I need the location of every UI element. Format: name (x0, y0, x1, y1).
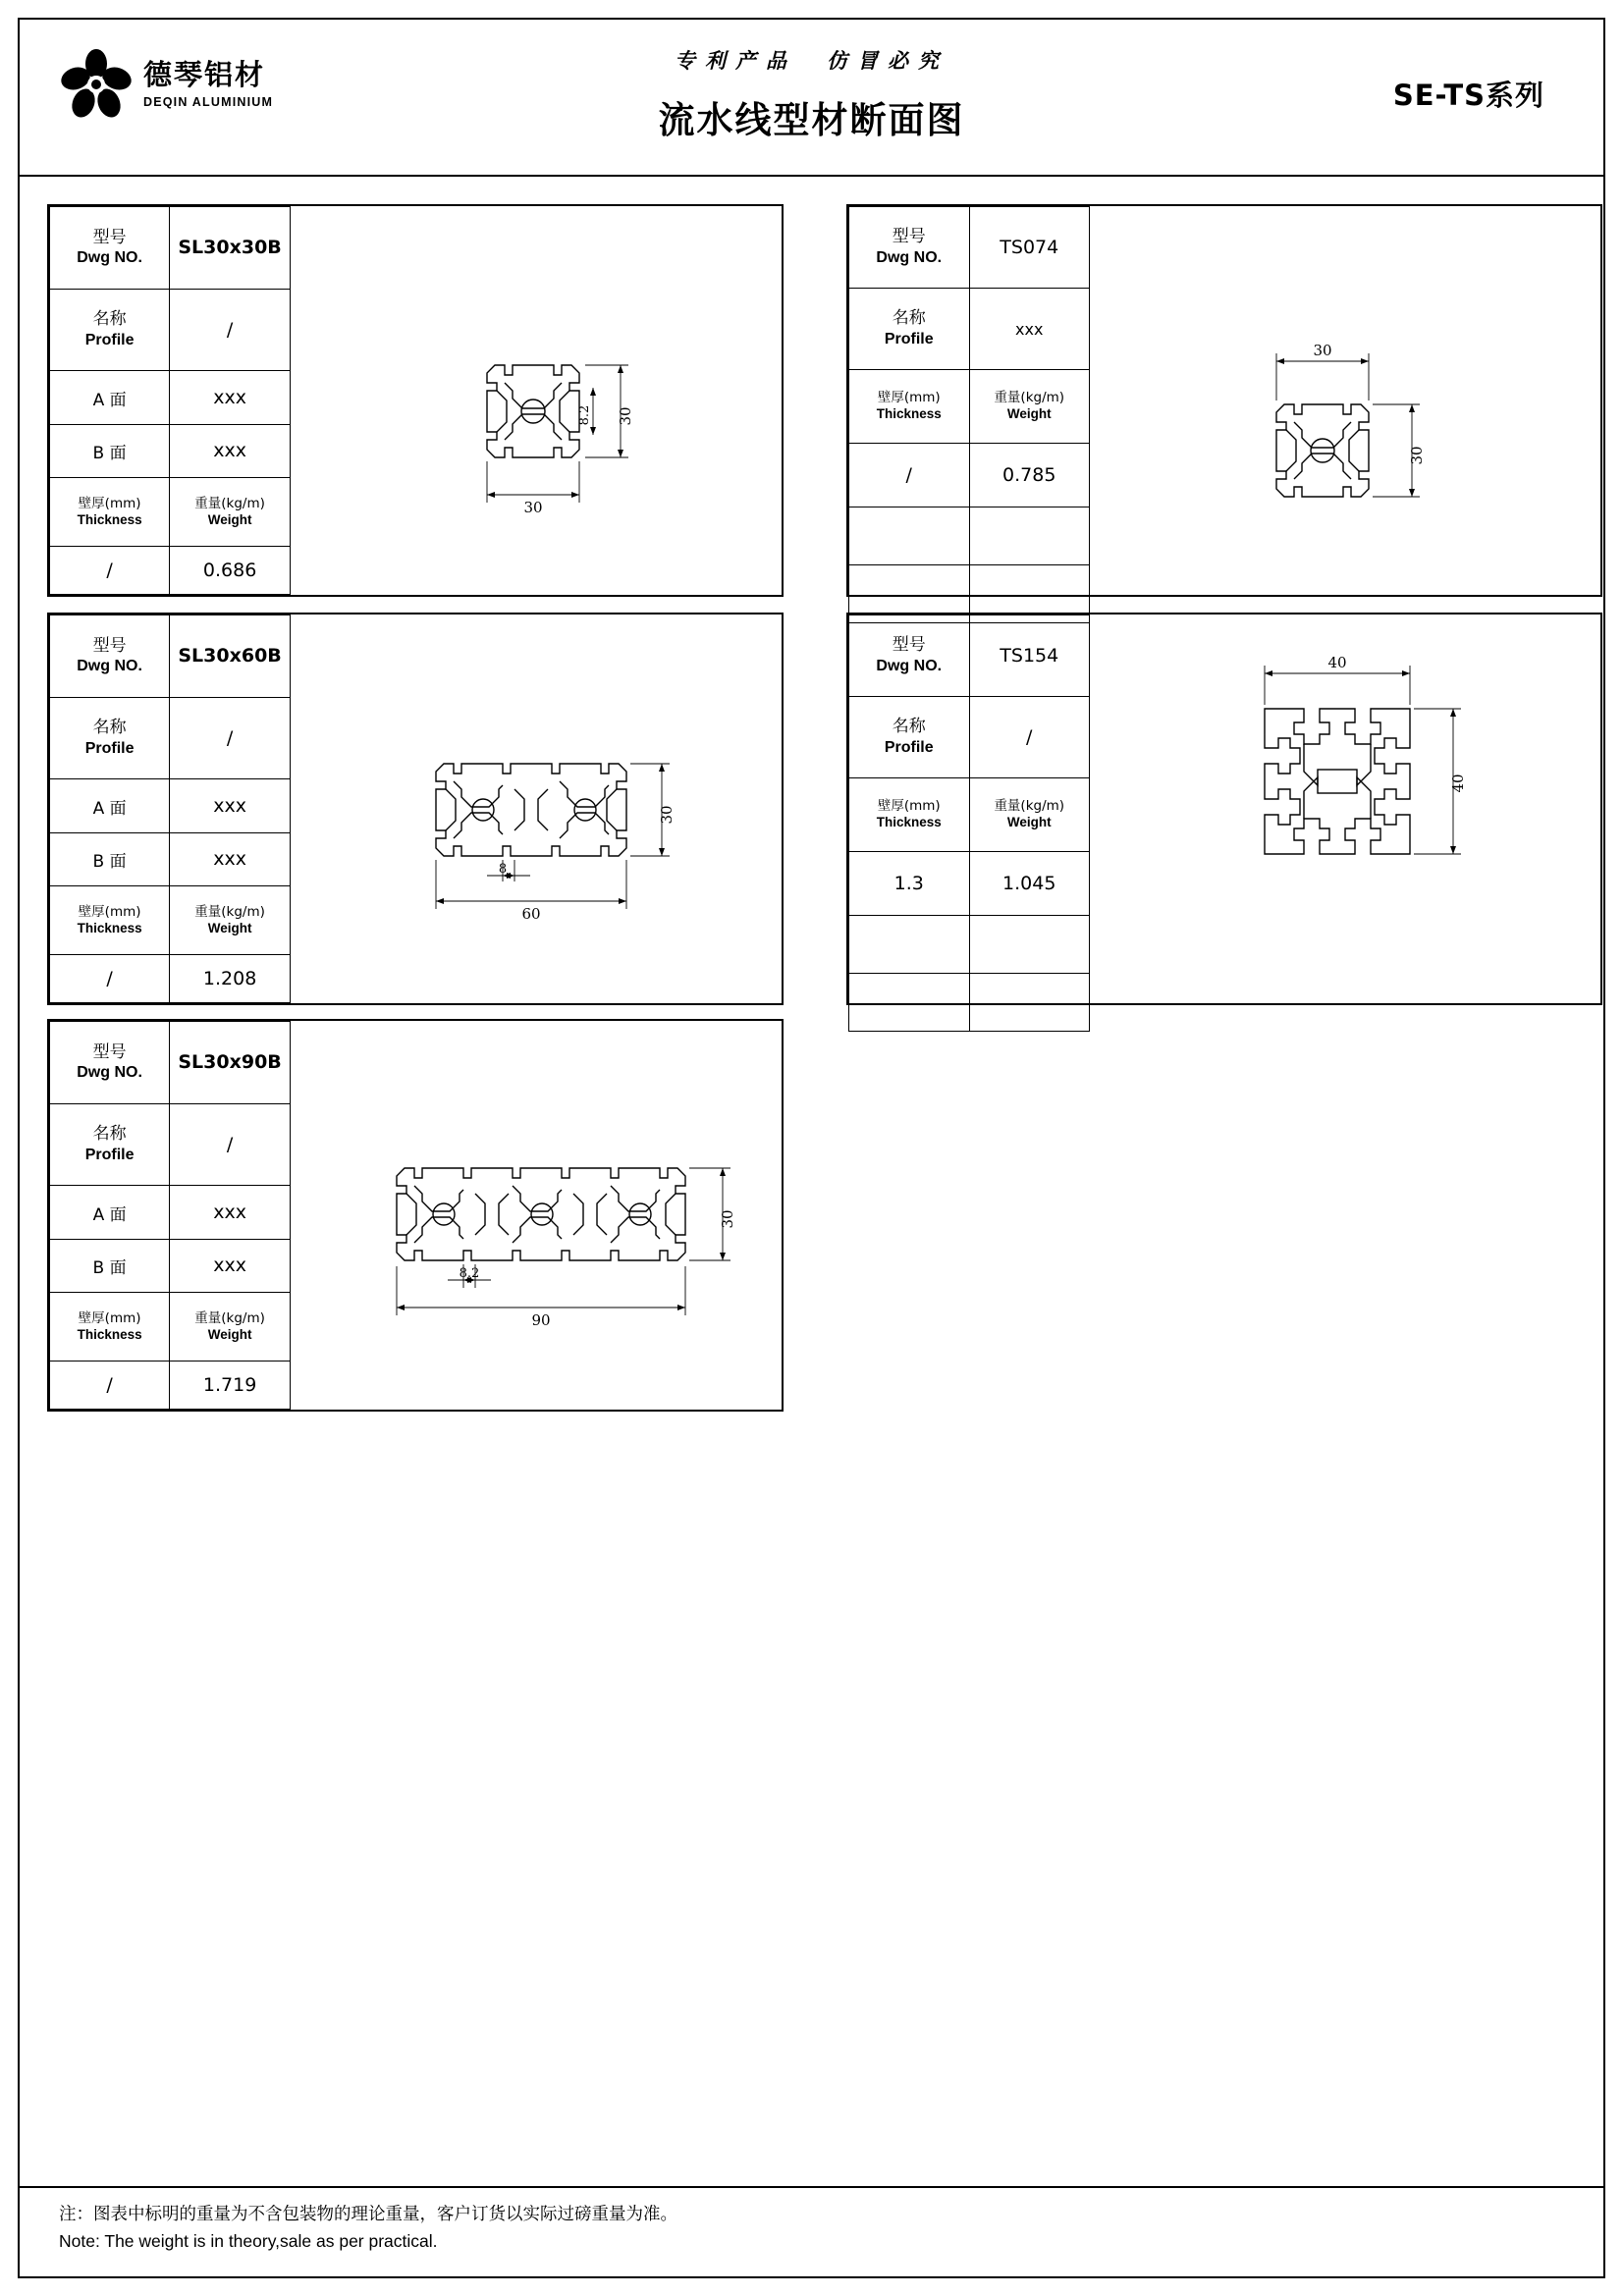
empty-cell (969, 916, 1089, 974)
empty-cell (969, 507, 1089, 565)
empty-cell (969, 974, 1089, 1032)
label-weight: 重量(kg/m) Weight (170, 885, 291, 954)
value-face-b: xxx (170, 1239, 291, 1292)
table-row (849, 852, 1090, 916)
dim-width: 30 (1313, 342, 1332, 359)
dim-width: 30 (523, 499, 543, 516)
profile-drawing (291, 614, 782, 1003)
dim-height: 30 (617, 406, 634, 426)
label-thickness: 壁厚(mm) Thickness (50, 1292, 170, 1361)
label-face-a: A 面 (50, 371, 170, 424)
value-model: SL30x30B (170, 207, 291, 290)
page-title: 流水线型材断面图 (658, 99, 965, 141)
document-page (18, 18, 1605, 2278)
value-model: TS154 (969, 615, 1089, 697)
table-row (50, 424, 291, 477)
value-thickness: 1.3 (849, 852, 970, 916)
table-row (50, 832, 291, 885)
value-thickness: / (849, 444, 970, 507)
value-face-a: xxx (170, 1186, 291, 1239)
dim-slot: 8.2 (459, 1266, 480, 1281)
dim-width: 90 (531, 1311, 551, 1329)
profile-drawing (291, 1021, 782, 1410)
profile-drawing (1090, 206, 1600, 595)
table-row (849, 615, 1090, 697)
table-row (849, 444, 1090, 507)
label-model: 型号 Dwg NO. (849, 207, 970, 289)
label-face-b: B 面 (50, 832, 170, 885)
label-weight: 重量(kg/m) Weight (969, 370, 1089, 444)
value-profile: / (170, 289, 291, 371)
value-face-b: xxx (170, 424, 291, 477)
table-row (50, 885, 291, 954)
table-row (849, 207, 1090, 289)
spec-table (49, 206, 291, 595)
table-row (50, 547, 291, 595)
table-row (50, 779, 291, 832)
profile-card (846, 613, 1602, 1005)
spec-table (848, 206, 1090, 623)
label-face-a: A 面 (50, 779, 170, 832)
value-weight: 0.785 (969, 444, 1089, 507)
value-weight: 0.686 (170, 547, 291, 595)
label-face-b: B 面 (50, 1239, 170, 1292)
profile-cards-area (20, 177, 1603, 2140)
spec-table (49, 614, 291, 1003)
dim-height: 30 (1408, 446, 1426, 465)
profile-card (47, 1019, 784, 1412)
table-row (50, 207, 291, 290)
table-row (50, 371, 291, 424)
empty-cell (849, 507, 970, 565)
spec-table (848, 614, 1090, 1032)
table-row (50, 1186, 291, 1239)
value-thickness: / (50, 955, 170, 1003)
table-row (50, 289, 291, 371)
label-profile: 名称 Profile (849, 289, 970, 370)
value-face-a: xxx (170, 371, 291, 424)
label-thickness: 壁厚(mm) Thickness (849, 370, 970, 444)
value-weight: 1.045 (969, 852, 1089, 916)
dim-height: 30 (719, 1209, 736, 1229)
table-row (849, 974, 1090, 1032)
page-header (20, 20, 1603, 177)
label-weight: 重量(kg/m) Weight (170, 477, 291, 546)
dim-height: 40 (1449, 774, 1467, 793)
table-row (50, 1292, 291, 1361)
value-thickness: / (50, 1362, 170, 1410)
header-subtitle: 专利产品 仿冒必究 (675, 49, 948, 73)
table-row (849, 916, 1090, 974)
value-thickness: / (50, 547, 170, 595)
label-profile: 名称 Profile (849, 697, 970, 778)
label-model: 型号 Dwg NO. (849, 615, 970, 697)
table-row (50, 1103, 291, 1186)
footer-note-cn: 注：图表中标明的重量为不含包装物的理论重量，客户订货以实际过磅重量为准。 (59, 2205, 677, 2224)
value-weight: 1.719 (170, 1362, 291, 1410)
profile-card (846, 204, 1602, 597)
label-weight: 重量(kg/m) Weight (170, 1292, 291, 1361)
profile-card (47, 204, 784, 597)
label-thickness: 壁厚(mm) Thickness (50, 477, 170, 546)
empty-cell (849, 916, 970, 974)
value-model: TS074 (969, 207, 1089, 289)
label-model: 型号 Dwg NO. (50, 1022, 170, 1104)
value-face-b: xxx (170, 832, 291, 885)
label-profile: 名称 Profile (50, 697, 170, 779)
value-profile: / (170, 697, 291, 779)
brand-name-cn: 德琴铝材 (143, 58, 266, 92)
dim-width: 40 (1327, 654, 1347, 671)
profile-card (47, 613, 784, 1005)
label-thickness: 壁厚(mm) Thickness (50, 885, 170, 954)
label-weight: 重量(kg/m) Weight (969, 778, 1089, 852)
table-row (849, 289, 1090, 370)
dim-height: 30 (658, 805, 676, 825)
table-row (849, 370, 1090, 444)
table-row (50, 1022, 291, 1104)
table-row (50, 697, 291, 779)
dim-width: 60 (521, 905, 541, 923)
table-row (50, 615, 291, 698)
page-footer (20, 2186, 1603, 2276)
series-label: SE-TS系列 (1392, 79, 1544, 112)
value-profile: xxx (969, 289, 1089, 370)
value-profile: / (170, 1103, 291, 1186)
label-face-b: B 面 (50, 424, 170, 477)
value-model: SL30x90B (170, 1022, 291, 1104)
table-row (849, 697, 1090, 778)
value-model: SL30x60B (170, 615, 291, 698)
table-row (50, 1239, 291, 1292)
table-row (50, 1362, 291, 1410)
empty-cell (849, 974, 970, 1032)
value-weight: 1.208 (170, 955, 291, 1003)
label-model: 型号 Dwg NO. (50, 615, 170, 698)
profile-drawing (291, 206, 782, 595)
label-profile: 名称 Profile (50, 289, 170, 371)
label-face-a: A 面 (50, 1186, 170, 1239)
table-row (50, 477, 291, 546)
brand-name-en: DEQIN ALUMINIUM (143, 94, 274, 109)
value-profile: / (969, 697, 1089, 778)
table-row (849, 778, 1090, 852)
profile-drawing (1090, 614, 1600, 1003)
table-row (849, 507, 1090, 565)
label-model: 型号 Dwg NO. (50, 207, 170, 290)
label-thickness: 壁厚(mm) Thickness (849, 778, 970, 852)
dim-slot: 8.2 (577, 404, 592, 426)
value-face-a: xxx (170, 779, 291, 832)
table-row (50, 955, 291, 1003)
label-profile: 名称 Profile (50, 1103, 170, 1186)
spec-table (49, 1021, 291, 1410)
footer-note-en: Note: The weight is in theory,sale as per practical. (59, 2231, 438, 2252)
dim-slot: 8 (498, 862, 508, 877)
